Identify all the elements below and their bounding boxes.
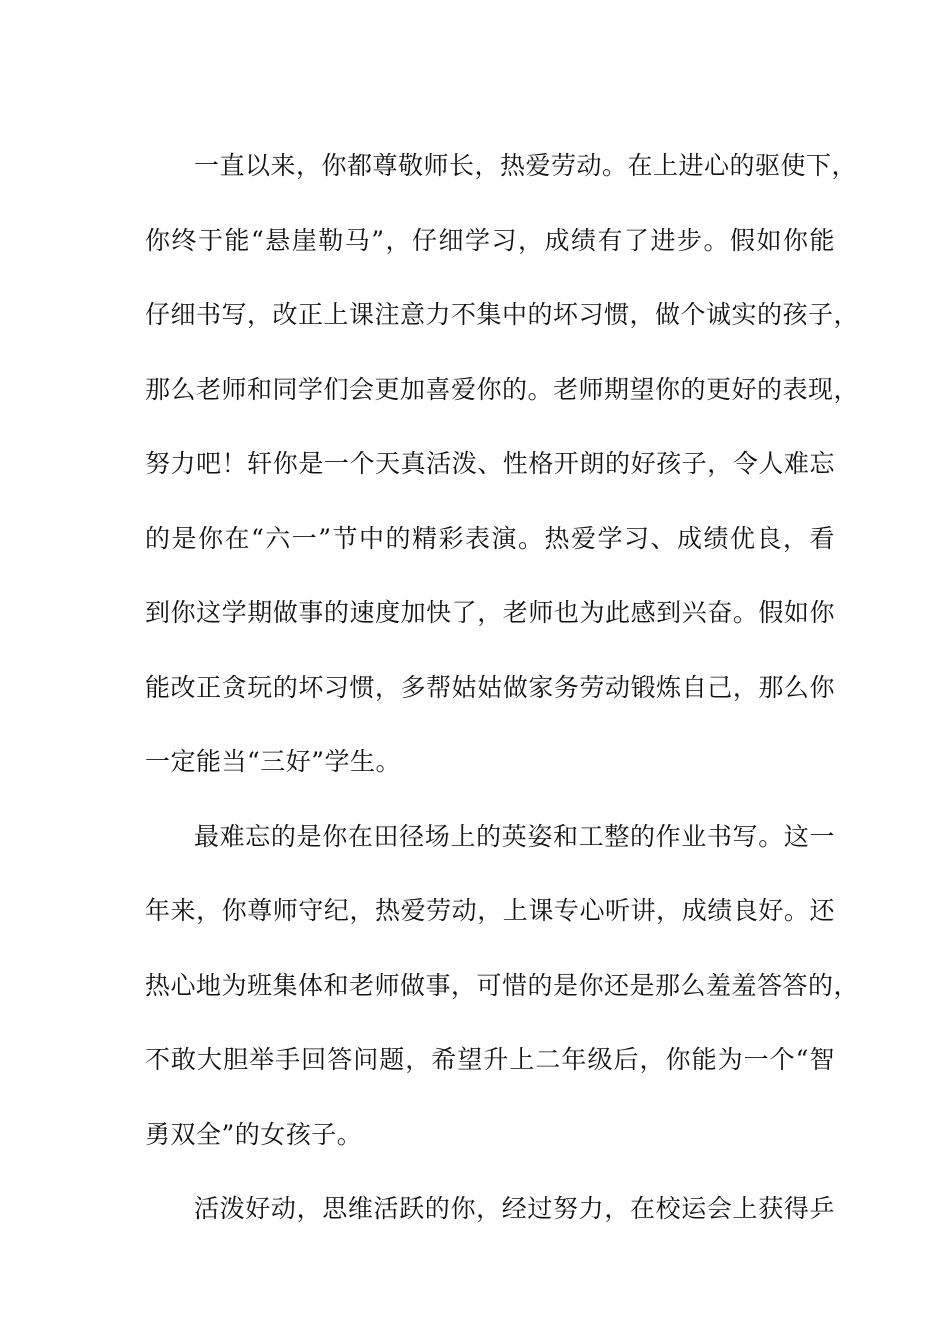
text-line: 努力吧！轩你是一个天真活泼、性格开朗的好孩子，令人难忘	[145, 449, 835, 478]
text-line: 到你这学期做事的速度加快了，老师也为此感到兴奋。假如你	[145, 598, 835, 627]
paragraph	[145, 129, 860, 800]
text-line: 那么老师和同学们会更加喜爱你的。老师期望你的更好的表现，	[145, 374, 860, 404]
text-line: 热心地为班集体和老师做事，可惜的是你还是那么羞羞答答的，	[145, 970, 860, 1000]
paragraph	[145, 1172, 835, 1247]
text-line: 不敢大胆举手回答问题，希望升上二年级后，你能为一个“智	[145, 1045, 835, 1074]
text-line: 最难忘的是你在田径场上的英姿和工整的作业书写。这一	[194, 821, 835, 851]
text-line: 你终于能“悬崖勒马”，仔细学习，成绩有了进步。假如你能	[145, 225, 835, 255]
text-line: 的是你在“六一”节中的精彩表演。热爱学习、成绩优良，看	[145, 523, 835, 553]
text-line: 活泼好动，思维活跃的你，经过努力，在校运会上获得乒	[194, 1194, 835, 1223]
text-line: 能改正贪玩的坏习惯，多帮姑姑做家务劳动锻炼自己，那么你	[145, 672, 835, 702]
text-line: 仔细书写，改正上课注意力不集中的坏习惯，做个诚实的孩子，	[145, 300, 860, 329]
document-body	[145, 129, 860, 1247]
text-line: 勇双全”的女孩子。	[145, 1119, 363, 1149]
text-line: 一定能当“三好”学生。	[145, 747, 402, 776]
text-line: 年来，你尊师守纪，热爱劳动，上课专心听讲，成绩良好。还	[145, 896, 835, 925]
paragraph	[145, 800, 860, 1173]
text-line: 一直以来，你都尊敬师长，热爱劳动。在上进心的驱使下，	[194, 151, 858, 180]
